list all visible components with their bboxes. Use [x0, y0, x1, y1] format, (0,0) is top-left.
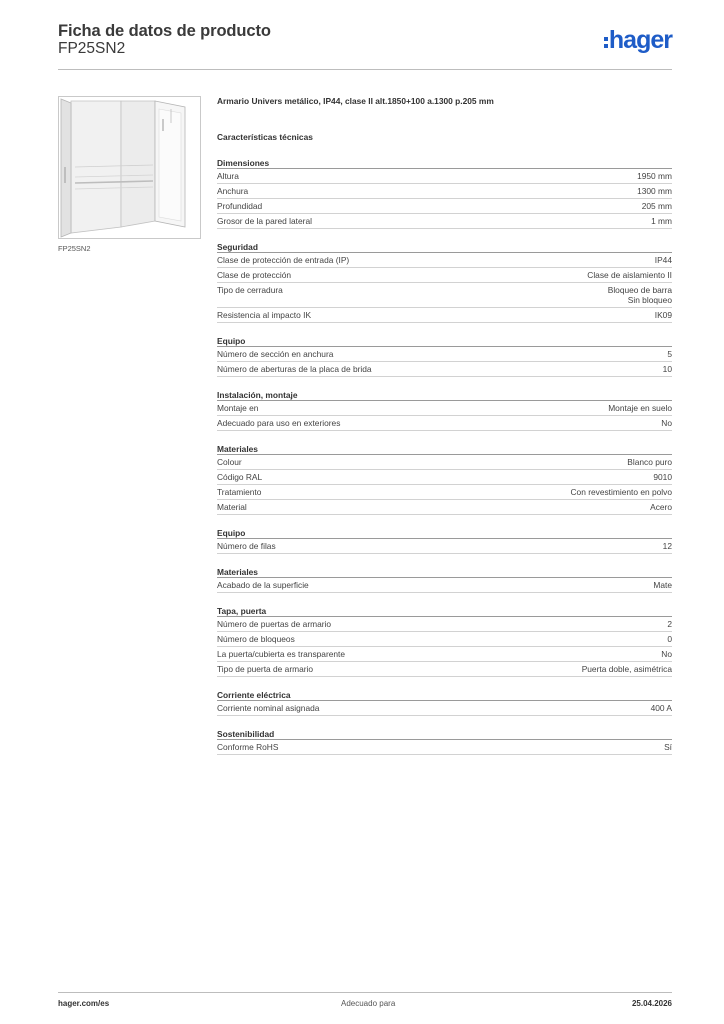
- section-title: Corriente eléctrica: [217, 689, 672, 701]
- spec-label: Número de aberturas de la placa de brida: [217, 364, 372, 375]
- spec-label: Colour: [217, 457, 242, 467]
- spec-label: Profundidad: [217, 201, 263, 212]
- section-title: Materiales: [217, 443, 672, 455]
- section-spacer: [217, 716, 672, 728]
- spec-label: Anchura: [217, 186, 249, 197]
- spec-row: [217, 283, 672, 308]
- spec-value: 5: [667, 349, 672, 360]
- spec-value: 205 mm: [641, 201, 672, 212]
- section-title: Sostenibilidad: [217, 728, 672, 740]
- section-title: Equipo: [217, 527, 672, 539]
- spec-value: Bloqueo de barra Sin bloqueo: [607, 285, 672, 306]
- spec-label: Número de filas: [217, 540, 276, 551]
- spec-label: Clase de protección: [217, 270, 292, 281]
- product-description: Armario Univers metálico, IP44, clase II alt.1850+100 a.1300 p.205 mm: [217, 96, 494, 106]
- spec-row: [217, 617, 672, 632]
- section-title: Materiales: [217, 566, 672, 578]
- spec-row: [217, 455, 672, 470]
- spec-row: [217, 268, 672, 283]
- hager-logo: [604, 26, 672, 54]
- spec-label: Número de sección en anchura: [217, 349, 334, 360]
- spec-value: 10: [662, 364, 672, 375]
- spec-label: Altura: [217, 171, 239, 182]
- spec-value: 1 mm: [651, 216, 672, 227]
- spec-row: [217, 199, 672, 214]
- spec-label: La puerta/cubierta es transparente: [217, 648, 346, 659]
- spec-label: Clase de protección de entrada (IP): [217, 255, 350, 266]
- spec-value: 0: [667, 633, 672, 644]
- spec-row: [217, 578, 672, 593]
- spec-row: [217, 416, 672, 431]
- footer-center: Adecuado para: [341, 999, 396, 1008]
- spec-value: Clase de aislamiento II: [587, 270, 672, 281]
- spec-value: Montaje en suelo: [608, 403, 672, 414]
- spec-row: [217, 362, 672, 377]
- spec-section: [217, 157, 672, 229]
- spec-row: [217, 169, 672, 184]
- spec-row: [217, 308, 672, 323]
- spec-label: Número de puertas de armario: [217, 618, 332, 629]
- section-spacer: [217, 229, 672, 241]
- spec-row: [217, 500, 672, 515]
- spec-label: Conforme RoHS: [217, 741, 279, 752]
- section-spacer: [217, 377, 672, 389]
- spec-section: [217, 566, 672, 593]
- spec-value: No: [661, 648, 672, 659]
- spec-value: 12: [662, 540, 672, 551]
- footer-date: 25.04.2026: [631, 999, 672, 1008]
- document-title: Ficha de datos de producto: [58, 22, 271, 40]
- spec-label: Número de bloqueos: [217, 633, 295, 644]
- cabinet-illustration: [59, 97, 200, 238]
- spec-label: Montaje en: [217, 403, 259, 414]
- spec-row: [217, 184, 672, 199]
- spec-value: 1950 mm: [637, 171, 672, 182]
- spec-value: Puerta doble, asimétrica: [581, 663, 672, 674]
- image-caption: FP25SN2: [58, 244, 91, 253]
- spec-row: [217, 347, 672, 362]
- spec-label: Grosor de la pared lateral: [217, 216, 312, 227]
- spec-label: Adecuado para uso en exteriores: [217, 418, 341, 429]
- spec-row: [217, 740, 672, 755]
- spec-value: Con revestimiento en polvo: [570, 486, 672, 497]
- logo-text: hager: [608, 26, 672, 54]
- section-spacer: [217, 593, 672, 605]
- spec-value: Acero: [650, 501, 672, 512]
- spec-section: [217, 527, 672, 554]
- page-header: [58, 20, 672, 70]
- section-title: Seguridad: [217, 241, 672, 253]
- section-spacer: [217, 677, 672, 689]
- spec-value: 2: [667, 618, 672, 629]
- section-spacer: [217, 554, 672, 566]
- spec-value: IP44: [654, 255, 672, 266]
- spec-row: [217, 632, 672, 647]
- spec-row: [217, 647, 672, 662]
- spec-label: Tipo de cerradura: [217, 285, 283, 296]
- section-spacer: [217, 323, 672, 335]
- spec-section: [217, 241, 672, 323]
- spec-row: [217, 662, 672, 677]
- spec-row: [217, 539, 672, 554]
- spec-row: [217, 401, 672, 416]
- spec-section: [217, 443, 672, 515]
- specifications: [217, 96, 672, 755]
- spec-row: [217, 253, 672, 268]
- spec-section: [217, 689, 672, 716]
- spec-value: 400 A: [650, 702, 672, 713]
- spec-row: [217, 485, 672, 500]
- spec-value: 1300 mm: [637, 186, 672, 197]
- spec-label: Resistencia al impacto IK: [217, 310, 312, 321]
- section-spacer: [217, 515, 672, 527]
- spec-value: IK09: [654, 310, 672, 321]
- spec-section: [217, 605, 672, 677]
- section-title: Instalación, montaje: [217, 389, 672, 401]
- spec-value: No: [661, 418, 672, 429]
- spec-row: [217, 214, 672, 229]
- spec-value: Mate: [653, 579, 672, 590]
- spec-section: [217, 389, 672, 431]
- spec-value: Blanco puro: [627, 457, 672, 467]
- section-spacer: [217, 431, 672, 443]
- spec-label: Código RAL: [217, 471, 263, 482]
- spec-value: 9010: [653, 471, 672, 482]
- section-title: Equipo: [217, 335, 672, 347]
- spec-row: [217, 470, 672, 485]
- section-title: Dimensiones: [217, 157, 672, 169]
- page-footer: [58, 992, 672, 1016]
- spec-sections: [217, 157, 672, 755]
- spec-section: [217, 335, 672, 377]
- logo-dots-icon: [604, 37, 608, 48]
- product-reference: FP25SN2: [58, 40, 126, 57]
- spec-label: Tratamiento: [217, 486, 262, 497]
- spec-value: Sí: [664, 741, 672, 752]
- spec-row: [217, 701, 672, 716]
- spec-label: Tipo de puerta de armario: [217, 663, 314, 674]
- characteristics-title: Características técnicas: [217, 132, 313, 142]
- spec-section: [217, 728, 672, 755]
- spec-label: Corriente nominal asignada: [217, 702, 320, 713]
- spec-label: Acabado de la superficie: [217, 579, 309, 590]
- footer-website: hager.com/es: [58, 999, 110, 1008]
- section-title: Tapa, puerta: [217, 605, 672, 617]
- spec-label: Material: [217, 501, 247, 512]
- product-image: [58, 96, 201, 239]
